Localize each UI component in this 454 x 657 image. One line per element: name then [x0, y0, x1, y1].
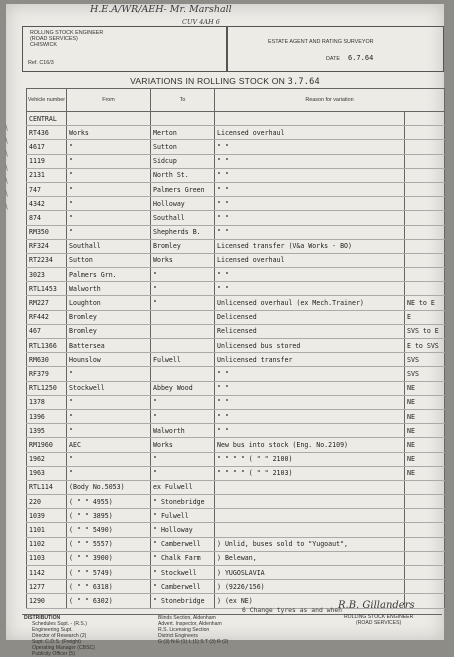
- to-cell: ex Fulwell: [151, 480, 215, 494]
- from-cell: ": [67, 225, 151, 239]
- handwritten-routing-note: H.E.A/WR/AEH- Mr. Marshall: [90, 4, 232, 15]
- reference: Ref. C16/3: [28, 60, 54, 66]
- vehicle-cell: 1277: [27, 580, 67, 594]
- class-change-cell: NE: [405, 452, 445, 466]
- class-change-cell: [405, 197, 445, 211]
- class-change-cell: [405, 239, 445, 253]
- reason-cell: Unlicensed overhaul (ex Mech.Trainer): [215, 296, 405, 310]
- table-row: [27, 268, 445, 282]
- vehicle-cell: RM227: [27, 296, 67, 310]
- variations-table: [26, 88, 445, 609]
- vehicle-cell: 4342: [27, 197, 67, 211]
- from-cell: Loughton: [67, 296, 151, 310]
- from-cell: (Body No.5053): [67, 480, 151, 494]
- class-change-cell: [405, 580, 445, 594]
- vehicle-cell: RTL1453: [27, 282, 67, 296]
- reason-cell: " ": [215, 211, 405, 225]
- from-cell: ": [67, 211, 151, 225]
- reason-cell: [215, 523, 405, 537]
- table-row: [27, 154, 445, 168]
- reason-cell: Unlicensed bus stored: [215, 339, 405, 353]
- signature: R.B. Gillanders: [338, 600, 415, 611]
- from-cell: ": [67, 140, 151, 154]
- distribution-left-line: Operating Manager (CBSC): [32, 644, 95, 651]
- reason-cell: " ": [215, 140, 405, 154]
- from-cell: ( " " 5490): [67, 523, 151, 537]
- to-cell: Abbey Wood: [151, 381, 215, 395]
- tick-mark: ∖: [4, 203, 9, 212]
- class-change-cell: SVS: [405, 367, 445, 381]
- to-cell: ": [151, 268, 215, 282]
- table-row: [27, 225, 445, 239]
- reason-cell: Unlicensed transfer: [215, 353, 405, 367]
- vehicle-cell: RTL114: [27, 480, 67, 494]
- reason-cell: " ": [215, 168, 405, 182]
- to-cell: [151, 324, 215, 338]
- table-row: [27, 282, 445, 296]
- vehicle-cell: 1142: [27, 566, 67, 580]
- title-text: VARIATIONS IN ROLLING STOCK ON: [130, 76, 286, 86]
- reason-cell: ) (ex NE): [215, 594, 405, 608]
- vehicle-cell: 1101: [27, 523, 67, 537]
- reason-cell: " ": [215, 424, 405, 438]
- from-cell: Palmers Grn.: [67, 268, 151, 282]
- class-change-cell: SVS to E: [405, 324, 445, 338]
- reason-cell: " ": [215, 367, 405, 381]
- to-cell: [151, 310, 215, 324]
- vehicle-cell: 4617: [27, 140, 67, 154]
- to-cell: " Fulwell: [151, 509, 215, 523]
- from-cell: ": [67, 409, 151, 423]
- vehicle-cell: RTL1250: [27, 381, 67, 395]
- reason-cell: ) YUGOSLAVIA: [215, 566, 405, 580]
- to-cell: " Stonebridge: [151, 594, 215, 608]
- distribution-label: DISTRIBUTION: [24, 615, 61, 621]
- vehicle-cell: 1395: [27, 424, 67, 438]
- vehicle-cell: RF379: [27, 367, 67, 381]
- class-change-cell: [405, 537, 445, 551]
- to-cell: ": [151, 296, 215, 310]
- from-cell: Bromley: [67, 324, 151, 338]
- class-change-cell: [405, 480, 445, 494]
- from-cell: Walworth: [67, 282, 151, 296]
- title-date: 3.7.64: [287, 77, 320, 87]
- table-row: [27, 140, 445, 154]
- class-change-cell: [405, 182, 445, 196]
- section-row: [27, 112, 445, 126]
- to-cell: Works: [151, 253, 215, 267]
- table-header-row: [27, 89, 445, 112]
- vehicle-cell: 467: [27, 324, 67, 338]
- to-cell: Holloway: [151, 197, 215, 211]
- col-from: From: [67, 89, 151, 112]
- from-cell: Southall: [67, 239, 151, 253]
- tyre-note: 6 Change tyres as and when: [242, 606, 343, 614]
- class-change-cell: E to SVS: [405, 339, 445, 353]
- vehicle-cell: 747: [27, 182, 67, 196]
- reason-cell: Licensed overhaul: [215, 253, 405, 267]
- date-label: DATE: [326, 56, 340, 62]
- class-change-cell: [405, 509, 445, 523]
- from-cell: AEC: [67, 438, 151, 452]
- class-change-cell: [405, 154, 445, 168]
- from-line-3: CHISWICK: [30, 42, 57, 48]
- reason-cell: Licensed transfer (V&a Works - BO): [215, 239, 405, 253]
- vehicle-cell: 2131: [27, 168, 67, 182]
- col-vehicle: Vehicle number: [27, 89, 67, 112]
- vehicle-cell: RF442: [27, 310, 67, 324]
- class-change-cell: NE: [405, 381, 445, 395]
- to-addressee: ESTATE AGENT AND RATING SURVEYOR: [268, 39, 374, 45]
- table-row: [27, 466, 445, 480]
- class-change-cell: [405, 211, 445, 225]
- reason-cell: " ": [215, 381, 405, 395]
- class-change-cell: [405, 566, 445, 580]
- table-row: [27, 566, 445, 580]
- class-change-cell: NE: [405, 395, 445, 409]
- vehicle-cell: 1962: [27, 452, 67, 466]
- tick-mark: ∖: [4, 163, 9, 172]
- from-cell: ": [67, 395, 151, 409]
- reason-cell: ) (9226/156): [215, 580, 405, 594]
- reason-cell: Delicensed: [215, 310, 405, 324]
- to-cell: Palmers Green: [151, 182, 215, 196]
- handwritten-routing-note-2: CUV 4AH 6: [182, 18, 220, 26]
- to-cell: Works: [151, 438, 215, 452]
- to-cell: " Camberwell: [151, 537, 215, 551]
- table-row: [27, 126, 445, 140]
- reason-cell: " " " " ( " " 2100): [215, 452, 405, 466]
- from-cell: ": [67, 452, 151, 466]
- distribution-left-line: Publicity Officer (5): [32, 650, 75, 657]
- to-cell: " Chalk Farm: [151, 551, 215, 565]
- table-row: [27, 409, 445, 423]
- table-row: [27, 168, 445, 182]
- class-change-cell: NE: [405, 424, 445, 438]
- class-change-cell: [405, 168, 445, 182]
- to-cell: " Stonebridge: [151, 495, 215, 509]
- to-cell: Sidcup: [151, 154, 215, 168]
- vehicle-cell: 1103: [27, 551, 67, 565]
- vehicle-cell: RM630: [27, 353, 67, 367]
- reason-cell: [215, 480, 405, 494]
- distribution-mid-line: Blinds Section, Aldenham: [158, 615, 216, 621]
- page-title: [6, 76, 444, 87]
- reason-cell: Licensed overhaul: [215, 126, 405, 140]
- class-change-cell: [405, 140, 445, 154]
- reason-cell: " ": [215, 197, 405, 211]
- from-line-1: ROLLING STOCK ENGINEER: [30, 30, 104, 36]
- table-row: [27, 580, 445, 594]
- table-row: [27, 509, 445, 523]
- class-change-cell: NE to E: [405, 296, 445, 310]
- table-row: [27, 310, 445, 324]
- from-cell: ( " " 5557): [67, 537, 151, 551]
- table-row: [27, 324, 445, 338]
- reason-cell: [215, 495, 405, 509]
- table-row: [27, 537, 445, 551]
- sig-line-2: (ROAD SERVICES): [356, 620, 402, 626]
- vehicle-cell: 874: [27, 211, 67, 225]
- to-cell: " Stockwell: [151, 566, 215, 580]
- distribution-mid: [158, 616, 228, 646]
- from-cell: ( " " 5749): [67, 566, 151, 580]
- distribution-mid-line: District Engineers: [158, 632, 198, 639]
- class-change-cell: [405, 551, 445, 565]
- class-change-cell: E: [405, 310, 445, 324]
- vehicle-cell: RTL1366: [27, 339, 67, 353]
- to-cell: ": [151, 452, 215, 466]
- vehicle-cell: 1119: [27, 154, 67, 168]
- vehicle-cell: RT2234: [27, 253, 67, 267]
- vehicle-cell: 220: [27, 495, 67, 509]
- to-cell: Fulwell: [151, 353, 215, 367]
- from-cell: ( " " 3895): [67, 509, 151, 523]
- from-cell: ( " " 4955): [67, 495, 151, 509]
- to-cell: North St.: [151, 168, 215, 182]
- table-row: [27, 197, 445, 211]
- vehicle-cell: 3023: [27, 268, 67, 282]
- tick-mark: ∖: [4, 190, 9, 198]
- distribution-mid-line: Advert. Inspector, Aldenham: [158, 620, 222, 627]
- reason-cell: " ": [215, 154, 405, 168]
- table-row: [27, 339, 445, 353]
- vehicle-cell: RF324: [27, 239, 67, 253]
- reason-cell: " ": [215, 182, 405, 196]
- reason-cell: Relicensed: [215, 324, 405, 338]
- table-row: [27, 367, 445, 381]
- reason-cell: ) Belewan,: [215, 551, 405, 565]
- class-change-cell: [405, 282, 445, 296]
- from-cell: ": [67, 197, 151, 211]
- document-page: [4, 4, 444, 657]
- vehicle-cell: 1378: [27, 395, 67, 409]
- from-cell: ( " " 6318): [67, 580, 151, 594]
- to-cell: ": [151, 409, 215, 423]
- class-change-cell: [405, 126, 445, 140]
- table-row: [27, 523, 445, 537]
- col-to: To: [151, 89, 215, 112]
- class-change-cell: NE: [405, 466, 445, 480]
- to-cell: ": [151, 466, 215, 480]
- from-cell: ": [67, 154, 151, 168]
- section-label: CENTRAL: [27, 112, 67, 126]
- table-row: [27, 253, 445, 267]
- tick-mark: ∖: [4, 124, 9, 132]
- vehicle-cell: 1396: [27, 409, 67, 423]
- from-line-2: (ROAD SERVICES): [30, 36, 78, 42]
- distribution-left-line: Engineering Supt.: [32, 626, 73, 633]
- from-cell: ": [67, 466, 151, 480]
- date-value: 6.7.64: [348, 54, 374, 62]
- reason-cell: " ": [215, 268, 405, 282]
- class-change-cell: [405, 495, 445, 509]
- from-cell: Sutton: [67, 253, 151, 267]
- to-cell: " Holloway: [151, 523, 215, 537]
- table-row: [27, 353, 445, 367]
- to-cell: Sutton: [151, 140, 215, 154]
- to-cell: Bromley: [151, 239, 215, 253]
- reason-cell: " ": [215, 282, 405, 296]
- vehicle-cell: RM1960: [27, 438, 67, 452]
- class-change-cell: SVS: [405, 353, 445, 367]
- distribution-mid-line: R.S. Licensing Section: [158, 626, 210, 633]
- from-cell: Works: [67, 126, 151, 140]
- reason-cell: " ": [215, 395, 405, 409]
- table-row: [27, 395, 445, 409]
- to-cell: Merton: [151, 126, 215, 140]
- class-change-cell: NE: [405, 409, 445, 423]
- from-cell: ( " " 3900): [67, 551, 151, 565]
- reason-cell: " " " " ( " " 2103): [215, 466, 405, 480]
- from-cell: ": [67, 367, 151, 381]
- tick-mark: ∖: [4, 150, 9, 159]
- table-row: [27, 424, 445, 438]
- to-cell: " Camberwell: [151, 580, 215, 594]
- from-cell: ( " " 6302): [67, 594, 151, 608]
- vehicle-cell: RM350: [27, 225, 67, 239]
- to-cell: Shepherds B.: [151, 225, 215, 239]
- from-cell: Hounslow: [67, 353, 151, 367]
- table-row: [27, 480, 445, 494]
- table-row: [27, 211, 445, 225]
- distribution-left-line: Schedules Supt. - (R.S.): [32, 621, 87, 627]
- from-cell: Stockwell: [67, 381, 151, 395]
- from-cell: ": [67, 182, 151, 196]
- to-box: [226, 26, 444, 72]
- to-cell: [151, 339, 215, 353]
- from-cell: Bromley: [67, 310, 151, 324]
- distribution-mid-line: G (3) N E (1) L (1) S T (3) R (2): [158, 638, 229, 645]
- distribution-left: [32, 622, 95, 657]
- distribution-left-line: Supt. C.D.S. (Freight): [32, 638, 81, 645]
- distribution-left-line: Director of Research (2): [32, 632, 87, 639]
- col-reason: Reason for variation: [215, 89, 445, 112]
- table-row: [27, 381, 445, 395]
- from-cell: ": [67, 424, 151, 438]
- reason-cell: " ": [215, 409, 405, 423]
- sig-line-1: ROLLING STOCK ENGINEER: [344, 614, 414, 620]
- reason-cell: [215, 509, 405, 523]
- vehicle-cell: 1039: [27, 509, 67, 523]
- table-row: [27, 239, 445, 253]
- to-cell: ": [151, 395, 215, 409]
- to-cell: ": [151, 282, 215, 296]
- to-cell: Walworth: [151, 424, 215, 438]
- table-row: [27, 296, 445, 310]
- table-row: [27, 495, 445, 509]
- vehicle-cell: RT436: [27, 126, 67, 140]
- class-change-cell: [405, 225, 445, 239]
- reason-cell: " ": [215, 225, 405, 239]
- tick-mark: ∖: [4, 137, 9, 146]
- class-change-cell: NE: [405, 438, 445, 452]
- reason-cell: New bus into stock (Eng. No.2109): [215, 438, 405, 452]
- tick-mark: ∖: [4, 176, 9, 185]
- vehicle-cell: 1102: [27, 537, 67, 551]
- reason-cell: ) Unlid, buses sold to "Yugoaut",: [215, 537, 405, 551]
- vehicle-cell: 1290: [27, 594, 67, 608]
- table-row: [27, 182, 445, 196]
- to-cell: [151, 367, 215, 381]
- to-cell: Southall: [151, 211, 215, 225]
- class-change-cell: [405, 523, 445, 537]
- table-row: [27, 438, 445, 452]
- class-change-cell: [405, 253, 445, 267]
- table-row: [27, 452, 445, 466]
- vehicle-cell: 1963: [27, 466, 67, 480]
- from-cell: ": [67, 168, 151, 182]
- table-row: [27, 551, 445, 565]
- class-change-cell: [405, 268, 445, 282]
- table-body: [27, 112, 445, 609]
- from-cell: Battersea: [67, 339, 151, 353]
